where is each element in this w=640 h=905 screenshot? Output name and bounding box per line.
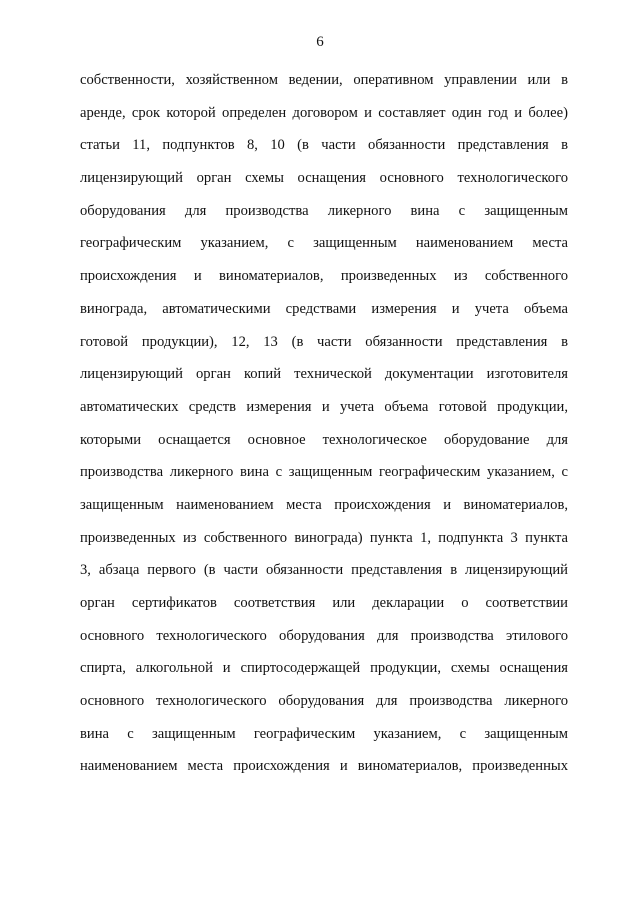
- text-line: аренде, срок которой определен договором и составляет один год и более): [80, 104, 568, 121]
- text-line: защищенным наименованием места происхождения и виноматериалов,: [80, 496, 568, 513]
- text-line: вина с защищенным географическим указанием, с защищенным: [80, 725, 568, 742]
- text-line: винограда, автоматическими средствами измерения и учета объема: [80, 300, 568, 317]
- text-line: производства ликерного вина с защищенным географическим указанием, с: [80, 464, 568, 481]
- text-line: собственности, хозяйственном ведении, оперативном управлении или в: [80, 72, 568, 88]
- text-line: автоматических средств измерения и учета объема готовой продукции,: [80, 398, 568, 415]
- text-line: 3, абзаца первого (в части обязанности представления в лицензирующий: [80, 562, 568, 579]
- text-line: основного технологического оборудования для производства ликерного: [80, 693, 568, 710]
- text-line: которыми оснащается основное технологическое оборудование для: [80, 431, 568, 448]
- text-line: статьи 11, подпунктов 8, 10 (в части обязанности представления в: [80, 137, 568, 154]
- text-line: лицензирующий орган копий технической документации изготовителя: [80, 366, 568, 383]
- text-line: наименованием места происхождения и виноматериалов, произведенных: [80, 758, 568, 775]
- text-line: готовой продукции), 12, 13 (в части обязанности представления в: [80, 333, 568, 350]
- page-number: 6: [316, 34, 324, 50]
- text-line: спирта, алкогольной и спиртосодержащей продукции, схемы оснащения: [80, 660, 568, 677]
- text-line: основного технологического оборудования для производства этилового: [80, 627, 568, 644]
- text-line: происхождения и виноматериалов, произведенных из собственного: [80, 268, 568, 285]
- text-line: лицензирующий орган схемы оснащения основного технологического: [80, 170, 568, 187]
- text-line: географическим указанием, с защищенным наименованием места: [80, 235, 568, 252]
- text-line: произведенных из собственного винограда) пункта 1, подпункта 3 пункта: [80, 529, 568, 546]
- text-line: орган сертификатов соответствия или декларации о соответствии: [80, 595, 568, 611]
- body-text: [80, 68, 568, 787]
- text-line: оборудования для производства ликерного вина с защищенным: [80, 202, 568, 219]
